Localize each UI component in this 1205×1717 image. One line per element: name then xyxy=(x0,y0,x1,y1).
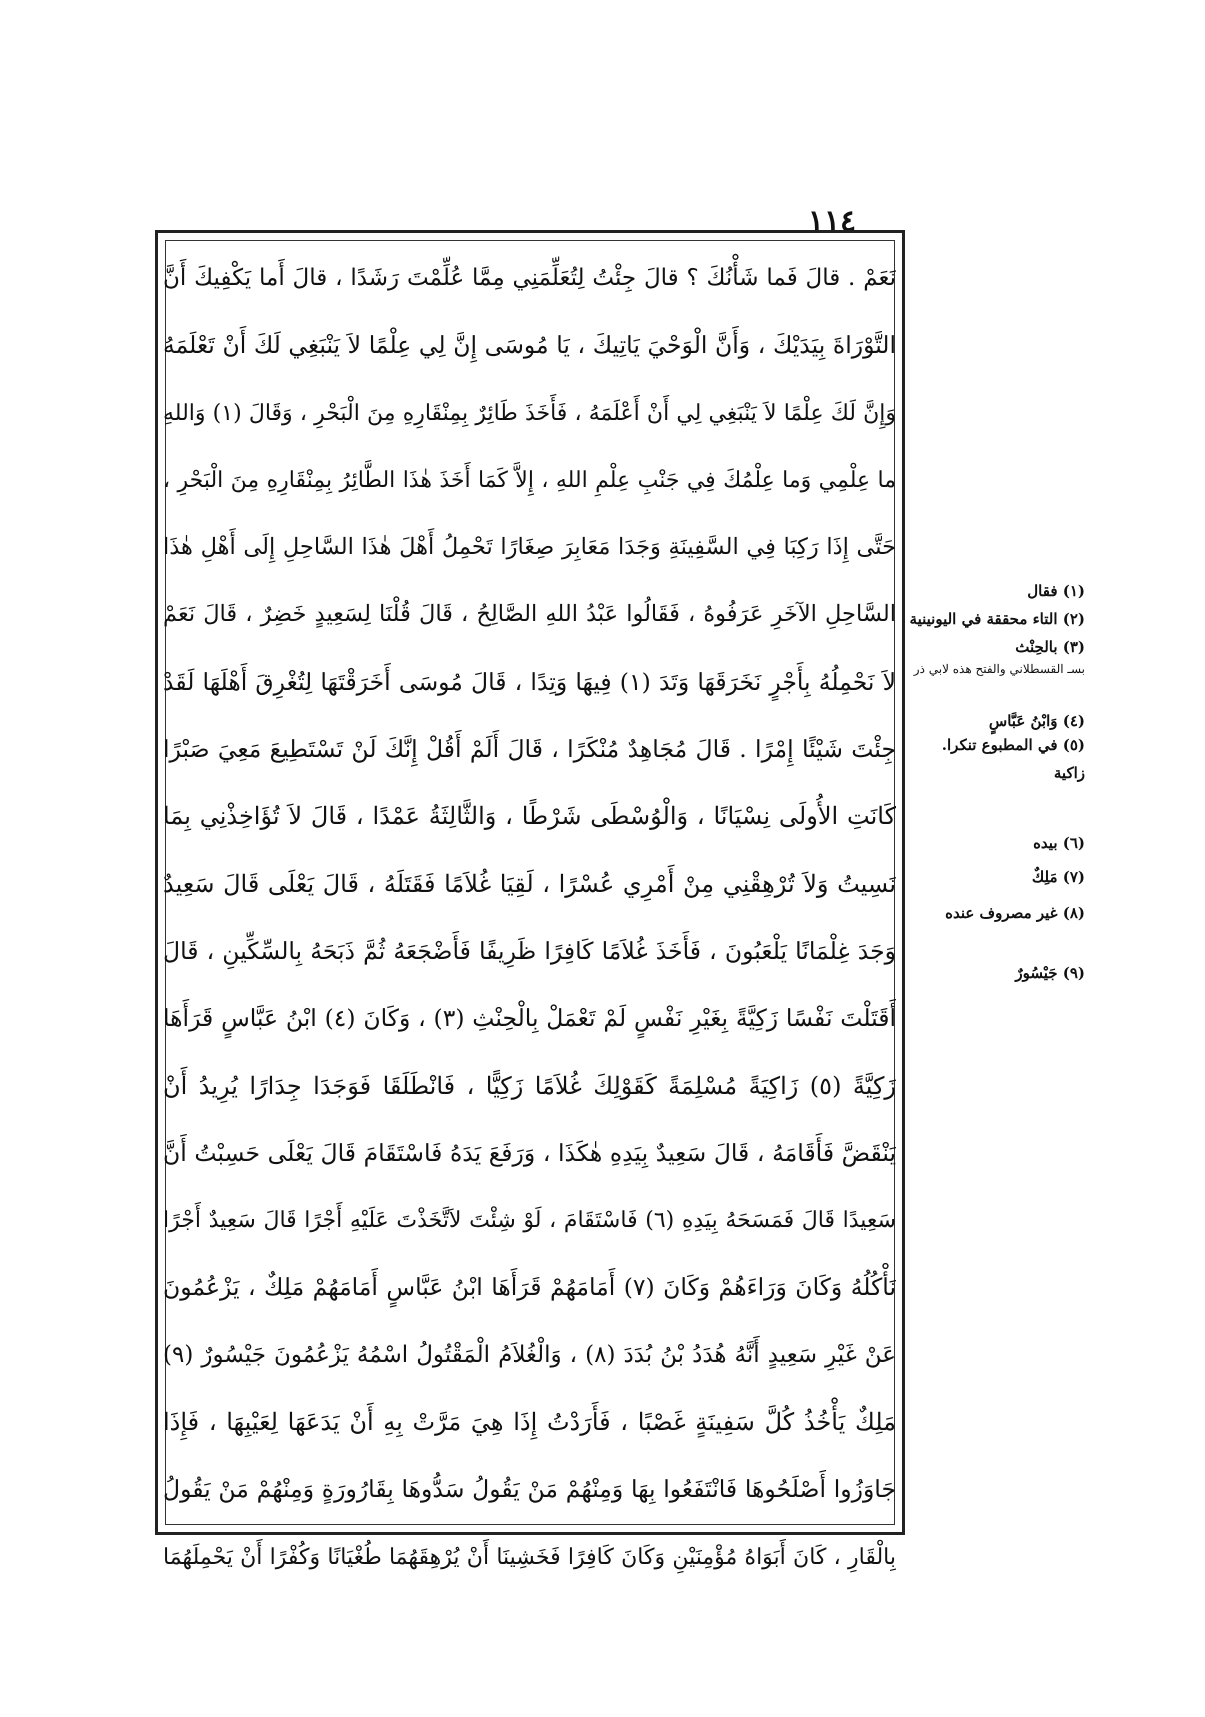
text-line: وَإِنَّ لَكَ عِلْمًا لاَ يَنْبَغِي لِي أَنْ أَعْلَمَهُ ، فَأَخَذَ طَائِرٌ بِمِنْقَارِهِ مِنَ الْبَحْرِ ، وَقَالَ (١) وَاللهِ xyxy=(163,400,896,426)
text-line: السَّاحِلِ الآخَرِ عَرَفُوهُ ، فَقَالُوا عَبْدُ اللهِ الصَّالِحُ ، قَالَ قُلْنَا لِسَعِيدٍ خَضِرٌ ، قَالَ نَعَمْ xyxy=(163,601,896,628)
margin-footnotes xyxy=(910,575,1085,991)
footnote-4: (٤) وَابْنُ عَبَّاسٍ xyxy=(988,712,1085,730)
text-line: نَعَمْ . قالَ فَما شَأْنُكَ ؟ قالَ جِئْتُ لِتُعَلِّمَنِي مِمَّا عُلِّمْتَ رَشَدًا ، قالَ أَما يَكْفِيكَ أَنَّ xyxy=(163,265,896,291)
footnote-3: (٣) بالحِنْث xyxy=(1015,638,1085,656)
text-line: بِالْقَارِ ، كَانَ أَبَوَاهُ مُؤْمِنَيْنِ وَكَانَ كَافِرًا فَخَشِينَا أَنْ يُرْهِقَهُمَا طُغْيَانًا وَكُفْرًا أَنْ يَحْمِلَهُمَا xyxy=(163,1544,896,1570)
page-number: ١١٤ xyxy=(807,204,857,239)
text-line: كَانَتِ الأُولَى نِسْيَانًا ، وَالْوُسْطَى شَرْطًا ، وَالثَّالِثَةُ عَمْدًا ، قَالَ لاَ تُؤَاخِذْنِي بِمَا xyxy=(163,802,896,831)
text-line: مَلِكٌ يَأْخُذُ كُلَّ سَفِينَةٍ غَصْبًا ، فَأَرَدْتُ إِذَا هِيَ مَرَّتْ بِهِ أَنْ يَدَعَهَا لِعَيْبِهَا ، فَإِذَا xyxy=(163,1408,896,1437)
text-line: جَاوَزُوا أَصْلَحُوهَا فَانْتَفَعُوا بِهَا وَمِنْهُمْ مَنْ يَقُولُ سَدُّوهَا بِقَارُورَةٍ وَمِنْهُمْ مَنْ يَقُولُ xyxy=(163,1475,896,1504)
main-text xyxy=(163,245,896,1570)
footnote-2: (٢) التاء محققة في اليونينية xyxy=(909,610,1085,628)
text-line: جِئْتَ شَيْئًا إِمْرًا . قَالَ مُجَاهِدٌ مُنْكَرًا ، قَالَ أَلَمْ أَقُلْ إِنَّكَ لَنْ تَسْتَطِيعَ مَعِيَ صَبْرًا xyxy=(163,735,896,764)
text-line: يَنْقَضَّ فَأَقَامَهُ ، قَالَ سَعِيدٌ بِيَدِهِ هٰكَذَا ، وَرَفَعَ يَدَهُ فَاسْتَقَامَ قَالَ يَعْلَى حَسِبْتُ أَنَّ xyxy=(163,1138,896,1167)
text-line: حَتَّى إِذَا رَكِبَا فِي السَّفِينَةِ وَجَدَا مَعَابِرَ صِغَارًا تَحْمِلُ أَهْلَ هٰذَا السَّاحِلِ إِلَى أَهْلِ هٰذَا xyxy=(163,534,896,561)
footnote-1: (١) فقال xyxy=(1027,582,1085,600)
footnote-7: (٧) مَلِكٌ xyxy=(1031,868,1085,886)
text-line: عَنْ غَيْرِ سَعِيدٍ أَنَّهُ هُدَدُ بْنُ بُدَدَ (٨) ، وَالْغُلاَمُ الْمَقْتُولُ اسْمُهُ يَزْعُمُونَ جَيْسُورٌ (٩) xyxy=(163,1341,896,1368)
text-line: لاَ نَحْمِلُهُ بِأَجْرٍ نَخَرَقَهَا وَتَدَ (١) فِيهَا وَتِدًا ، قَالَ مُوسَى أَخَرَقْتَهَا لِتُغْرِقَ أَهْلَهَا لَقَدْ xyxy=(163,667,896,696)
footnote-5: (٥) في المطبوع تنكرا. xyxy=(941,736,1085,754)
text-line: سَعِيدًا قَالَ فَمَسَحَهُ بِيَدِهِ (٦) فَاسْتَقَامَ ، لَوْ شِئْتَ لاَتَّخَذْتَ عَلَيْهِ أَجْرًا قَالَ سَعِيدٌ أَجْرًا xyxy=(163,1208,896,1234)
text-line: ما عِلْمِي وَما عِلْمُكَ فِي جَنْبِ عِلْمِ اللهِ ، إِلاَّ كَمَا أَخَذَ هٰذَا الطَّائِرُ بِمِنْقَارِهِ مِنَ الْبَحْرِ ، xyxy=(163,467,896,493)
footnote-9: (٩) جَيْسُورٌ xyxy=(1015,964,1085,982)
footnote-5-detail: زاكية xyxy=(1053,764,1085,782)
text-line: التَّوْرَاةَ بِيَدَيْكَ ، وَأَنَّ الْوَحْيَ يَاتِيكَ ، يَا مُوسَى إِنَّ لِي عِلْمًا لاَ يَنْبَغِي لَكَ أَنْ تَعْلَمَهُ xyxy=(163,331,896,360)
footnote-3-detail: بسـ القسطلاني والفتح هذه لابي ذر xyxy=(913,662,1085,676)
text-line: أَقَتَلْتَ نَفْسًا زَكِيَّةً بِغَيْرِ نَفْسٍ لَمْ تَعْمَلْ بِالْحِنْثِ (٣) ، وَكَانَ (٤) ابْنُ عَبَّاسٍ قَرَأَهَا xyxy=(163,1004,896,1033)
text-line: نَسِيتُ وَلاَ تُرْهِقْنِي مِنْ أَمْرِي عُسْرًا ، لَقِيَا غُلاَمًا فَقَتَلَهُ ، قَالَ يَعْلَى قَالَ سَعِيدٌ xyxy=(163,869,896,898)
footnote-6: (٦) بيده xyxy=(1033,834,1085,852)
text-line: وَجَدَ غِلْمَانًا يَلْعَبُونَ ، فَأَخَذَ غُلاَمًا كَافِرًا ظَرِيفًا فَأَضْجَعَهُ ثُمَّ ذَبَحَهُ بِالسِّكِّينِ ، قَالَ xyxy=(163,936,896,965)
footnote-8: (٨) غير مصروف عنده xyxy=(945,904,1085,922)
text-line: نَأْكُلُهُ وَكَانَ وَرَاءَهُمْ وَكَانَ (٧) أَمَامَهُمْ قَرَأَهَا ابْنُ عَبَّاسٍ أَمَامَهُمْ مَلِكٌ ، يَزْعُمُونَ xyxy=(163,1273,896,1302)
text-line: زَكِيَّةً (٥) زَاكِيَةً مُسْلِمَةً كَقَوْلِكَ غُلاَمًا زَكِيًّا ، فَانْطَلَقَا فَوَجَدَا جِدَارًا يُرِيدُ أَنْ xyxy=(163,1071,896,1100)
